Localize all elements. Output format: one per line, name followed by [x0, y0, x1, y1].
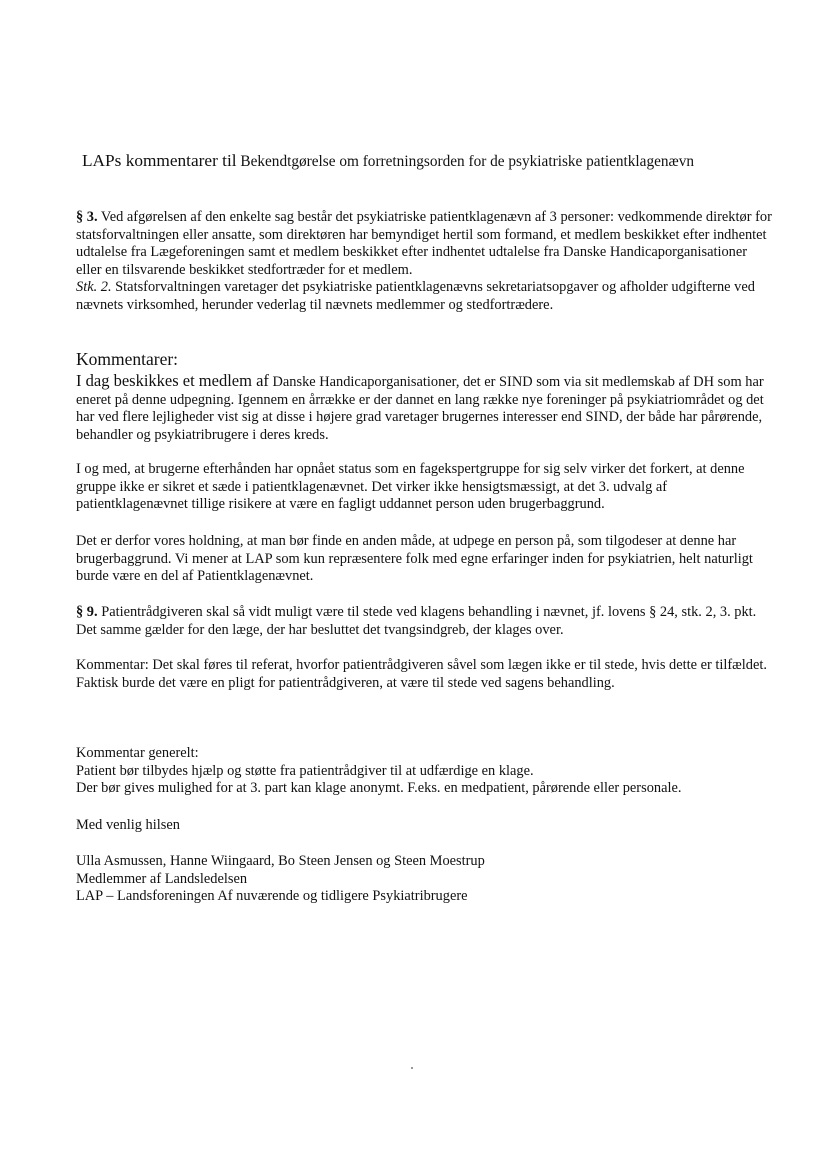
section-9-paragraph — [76, 604, 776, 639]
closing-greeting: Med venlig hilsen — [76, 817, 180, 833]
section-9-text: Patientrådgiveren skal så vidt muligt være til stede ved klagens behandling i nævnet, jf. lovens § 24, stk. 2, 3. pkt. Det samme gælder for den læge, der har besluttet det tvangsindgreb, der klages over. — [76, 604, 757, 638]
document-title — [82, 151, 694, 171]
kommentarer-p1-lead: I dag beskikkes et medlem af — [76, 371, 269, 390]
section-3-paragraph — [76, 209, 776, 314]
signature-organization: LAP – Landsforeningen Af nuværende og tidligere Psykiatribrugere — [76, 888, 468, 904]
stk-2-label: Stk. 2. — [76, 279, 112, 295]
kommentarer-paragraph-3: Det er derfor vores holdning, at man bør finde en anden måde, at udpege en person på, som tilgodeser at denne har brugerbaggrund. Vi mener at LAP som kun repræsentere folk med egne erfaringer inden for psykiatrien, helt naturligt burde være en del af Patientklagenævnet. — [76, 533, 753, 584]
kommentarer-heading: Kommentarer: — [76, 349, 179, 369]
scan-speck — [411, 1067, 413, 1069]
signature-names: Ulla Asmussen, Hanne Wiingaard, Bo Steen Jensen og Steen Moestrup — [76, 853, 485, 869]
general-comment-heading: Kommentar generelt: — [76, 745, 199, 761]
section-9-label: § 9. — [76, 604, 98, 620]
kommentarer-p1-rest: Danske Handicaporganisationer, det er SIND som via sit medlemskab af DH som har eneret på denne udpegning. Igennem en årrække er der dannet en lang række nye foreninger på psykiatriområdet og det har ved flere lejligheder vist sig at disse i højere grad varetager brugernes interesser end SIND, der både har pårørende, behandler og psykiatribrugere i deres kreds. — [76, 374, 764, 443]
signature-block — [76, 853, 776, 906]
title-prefix: LAPs kommentarer til — [82, 151, 237, 170]
general-comment-block — [76, 745, 776, 798]
stk-2-text: Statsforvaltningen varetager det psykiatriske patientklagenævns sekretariatsopgaver og afholder udgifterne ved nævnets virksomhed, herunder vederlag til nævnets medlemmer og stedfortrædere. — [76, 279, 755, 313]
title-rest: Bekendtgørelse om forretningsorden for de psykiatriske patientklagenævn — [236, 153, 695, 170]
general-comment-line-1: Patient bør tilbydes hjælp og støtte fra patientrådgiver til at udfærdige en klage. — [76, 762, 534, 779]
general-comment-line-2: Der bør gives mulighed for at 3. part kan klage anonymt. F.eks. en medpatient, pårørende eller personale. — [76, 780, 682, 796]
section-3-text: Ved afgørelsen af den enkelte sag består det psykiatriske patientklagenævn af 3 personer: vedkommende direktør for statsforvaltningen eller ansatte, som direktøren har bemyndiget hertil som formand, et medlem beskikket efter indhentet udtalelse fra Lægeforeningen samt et medlem beskikket efter indhentet udtalelse fra Danske Handicaporganisationer eller en tilsvarende beskikket stedfortræder for et medlem. — [76, 209, 772, 278]
kommentarer-paragraph-2: I og med, at brugerne efterhånden har opnået status som en fagekspertgruppe for sig selv virker det forkert, at denne gruppe ikke er sikret et sæde i patientklagenævnet. Det virker ikke hensigtsmæssigt, at det 3. udvalg af patientklagenævnet tillige risikere at være en fagligt uddannet person uden brugerbaggrund. — [76, 461, 745, 512]
kommentarer-paragraph-1 — [76, 372, 776, 444]
signature-role: Medlemmer af Landsledelsen — [76, 870, 248, 887]
section-9-comment: Kommentar: Det skal føres til referat, hvorfor patientrådgiveren såvel som lægen ikke er til stede, hvis dette er tilfældet. Faktisk burde det være en pligt for patientrådgiveren, at være til stede ved sagens behandling. — [76, 657, 767, 691]
section-3-label: § 3. — [76, 209, 98, 225]
